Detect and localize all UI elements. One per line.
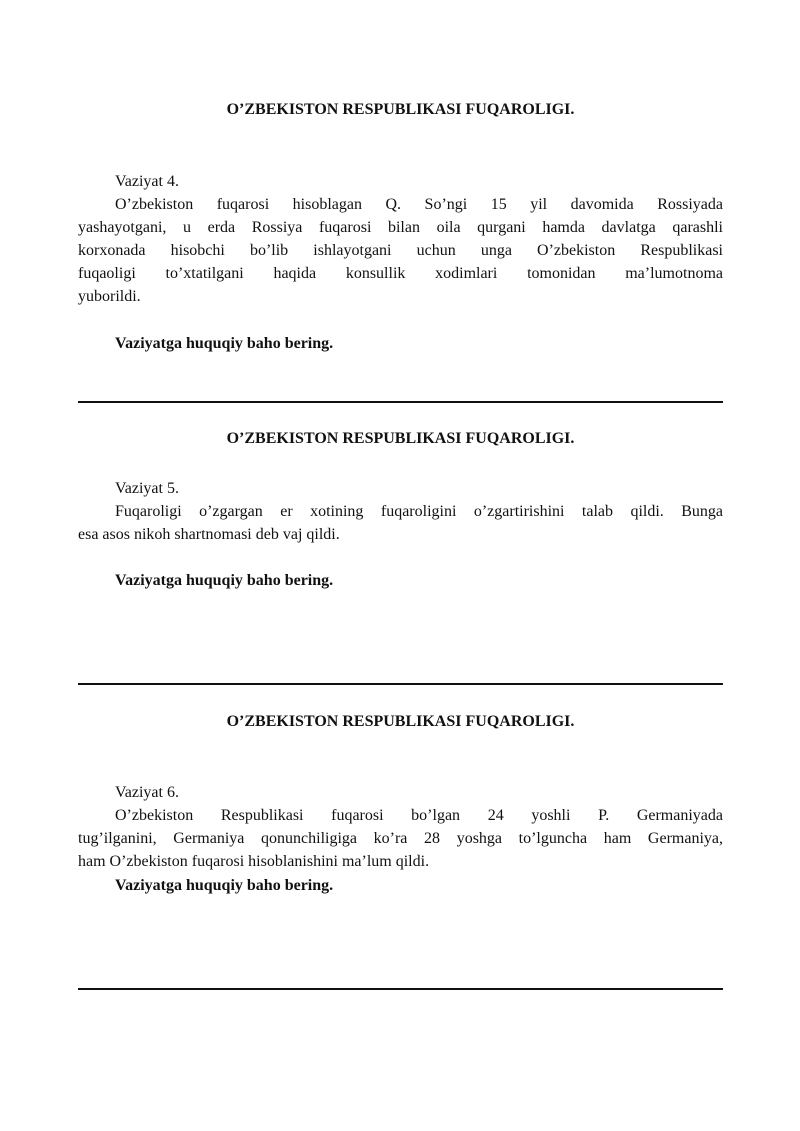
task-prompt: Vaziyatga huquqiy baho bering. bbox=[115, 877, 334, 894]
case-text-line: yashayotgani, u erda Rossiya fuqarosi bilan oila qurgani hamda davlatga qarashli bbox=[78, 219, 723, 236]
case-text-line: Fuqaroligi o’zgargan er xotining fuqaroligini o’zgartirishini talab qildi. Bunga bbox=[115, 503, 723, 520]
section-heading: O’ZBEKISTON RESPUBLIKASI FUQAROLIGI. bbox=[226, 430, 575, 447]
case-label: Vaziyat 5. bbox=[115, 480, 179, 497]
section-heading: O’ZBEKISTON RESPUBLIKASI FUQAROLIGI. bbox=[226, 101, 575, 118]
case-label: Vaziyat 4. bbox=[115, 173, 179, 190]
task-prompt: Vaziyatga huquqiy baho bering. bbox=[115, 335, 334, 352]
case-text-line: yuborildi. bbox=[78, 288, 141, 305]
section-divider bbox=[78, 988, 723, 990]
section-heading: O’ZBEKISTON RESPUBLIKASI FUQAROLIGI. bbox=[226, 713, 575, 730]
case-text-line: esa asos nikoh shartnomasi deb vaj qildi. bbox=[78, 526, 340, 543]
section-divider bbox=[78, 683, 723, 685]
section-divider bbox=[78, 401, 723, 403]
case-label: Vaziyat 6. bbox=[115, 784, 179, 801]
case-text-line: fuqaoligi to’xtatilgani haqida konsullik xodimlari tomonidan ma’lumotnoma bbox=[78, 265, 723, 282]
case-text-line: ham O’zbekiston fuqarosi hisoblanishini ma’lum qildi. bbox=[78, 853, 430, 870]
task-prompt: Vaziyatga huquqiy baho bering. bbox=[115, 572, 334, 589]
case-text-line: O’zbekiston fuqarosi hisoblagan Q. So’ngi 15 yil davomida Rossiyada bbox=[115, 196, 723, 213]
case-text-line: korxonada hisobchi bo’lib ishlayotgani uchun unga O’zbekiston Respublikasi bbox=[78, 242, 723, 259]
case-text-line: tug’ilganini, Germaniya qonunchiligiga ko’ra 28 yoshga to’lguncha ham Germaniya, bbox=[78, 830, 723, 847]
case-text-line: O’zbekiston Respublikasi fuqarosi bo’lgan 24 yoshli P. Germaniyada bbox=[115, 807, 723, 824]
